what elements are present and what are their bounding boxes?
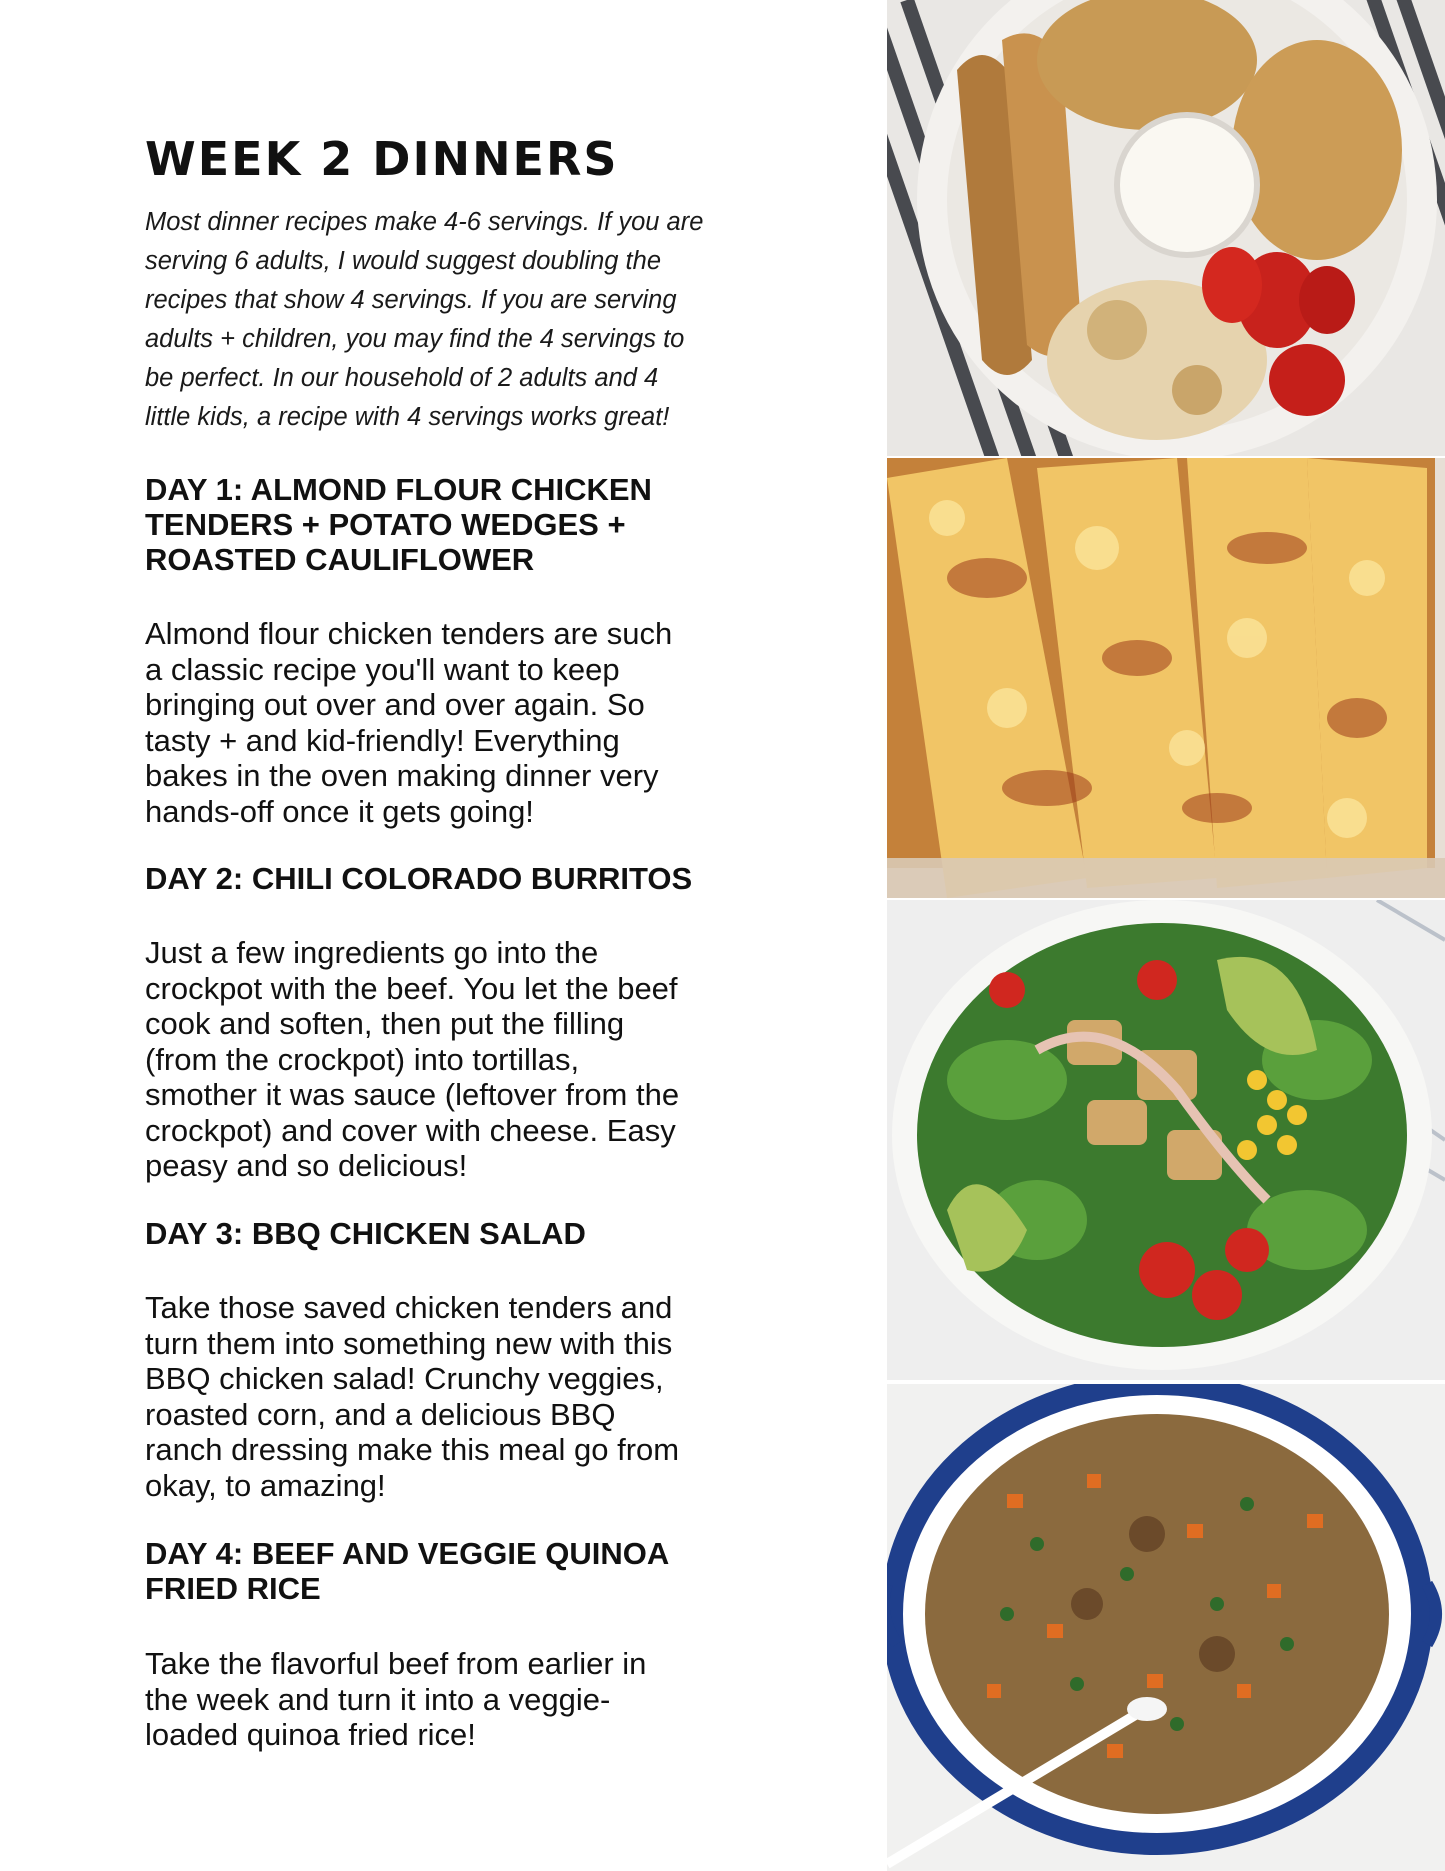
day-1-heading — [145, 472, 735, 577]
body-line: bakes in the oven making dinner very — [145, 758, 659, 793]
body-line: turn them into something new with this — [145, 1325, 673, 1361]
page-title: WEEK 2 DINNERS — [145, 132, 619, 186]
day-1-description — [145, 616, 735, 829]
body-line: okay, to amazing! — [145, 1467, 386, 1503]
day-2-heading — [145, 861, 735, 896]
body-line: roasted corn, and a delicious BBQ — [145, 1396, 616, 1432]
intro-line: serving 6 adults, I would suggest doubling the — [145, 247, 662, 275]
day-4-description — [145, 1646, 735, 1753]
intro-paragraph — [145, 203, 725, 437]
body-line: tasty + and kid-friendly! Everything — [145, 722, 620, 758]
heading-line: FRIED RICE — [145, 1571, 321, 1606]
body-line: crockpot) and cover with cheese. Easy — [145, 1112, 676, 1148]
body-line: peasy and so delicious! — [145, 1148, 468, 1183]
body-line: (from the crockpot) into tortillas, — [145, 1041, 580, 1077]
chicken-tenders-plate-photo — [887, 0, 1445, 456]
heading-line: DAY 2: CHILI COLORADO BURRITOS — [145, 861, 693, 896]
body-line: Take the flavorful beef from earlier in — [145, 1646, 647, 1681]
heading-line: DAY 3: BBQ CHICKEN SALAD — [145, 1216, 586, 1251]
body-line: ranch dressing make this meal go from — [145, 1432, 680, 1467]
heading-line: DAY 4: BEEF AND VEGGIE QUINOA — [145, 1536, 670, 1571]
enchilada-burritos-photo — [887, 458, 1445, 898]
heading-line: ROASTED CAULIFLOWER — [145, 542, 535, 577]
body-line: smother it was sauce (leftover from the — [145, 1077, 680, 1112]
body-line: cook and soften, then put the filling — [145, 1006, 625, 1041]
day-3-description — [145, 1290, 735, 1503]
bbq-chicken-salad-photo — [887, 900, 1445, 1380]
heading-line: DAY 1: ALMOND FLOUR CHICKEN — [145, 472, 652, 507]
intro-line: recipes that show 4 servings. If you are serving — [145, 286, 677, 314]
body-line: a classic recipe you'll want to keep — [145, 651, 620, 687]
body-line: Almond flour chicken tenders are such — [145, 616, 673, 651]
body-line: loaded quinoa fried rice! — [145, 1717, 476, 1752]
intro-line: adults + children, you may find the 4 servings to — [145, 325, 685, 353]
photo-column — [887, 0, 1445, 1871]
day-4-heading — [145, 1536, 735, 1606]
body-line: crockpot with the beef. You let the beef — [145, 970, 678, 1006]
heading-line: TENDERS + POTATO WEDGES + — [145, 507, 626, 542]
body-line: hands-off once it gets going! — [145, 793, 534, 829]
body-line: BBQ chicken salad! Crunchy veggies, — [145, 1361, 664, 1396]
quinoa-fried-rice-photo — [887, 1384, 1445, 1871]
body-line: bringing out over and over again. So — [145, 687, 645, 722]
day-2-description — [145, 935, 735, 1184]
day-3-heading — [145, 1216, 735, 1251]
intro-line: Most dinner recipes make 4-6 servings. If you are — [145, 208, 704, 236]
intro-line: be perfect. In our household of 2 adults and 4 — [145, 364, 659, 392]
body-line: Just a few ingredients go into the — [145, 935, 599, 970]
body-line: Take those saved chicken tenders and — [145, 1290, 673, 1325]
body-line: the week and turn it into a veggie- — [145, 1681, 611, 1717]
intro-line: little kids, a recipe with 4 servings works great! — [145, 403, 670, 431]
